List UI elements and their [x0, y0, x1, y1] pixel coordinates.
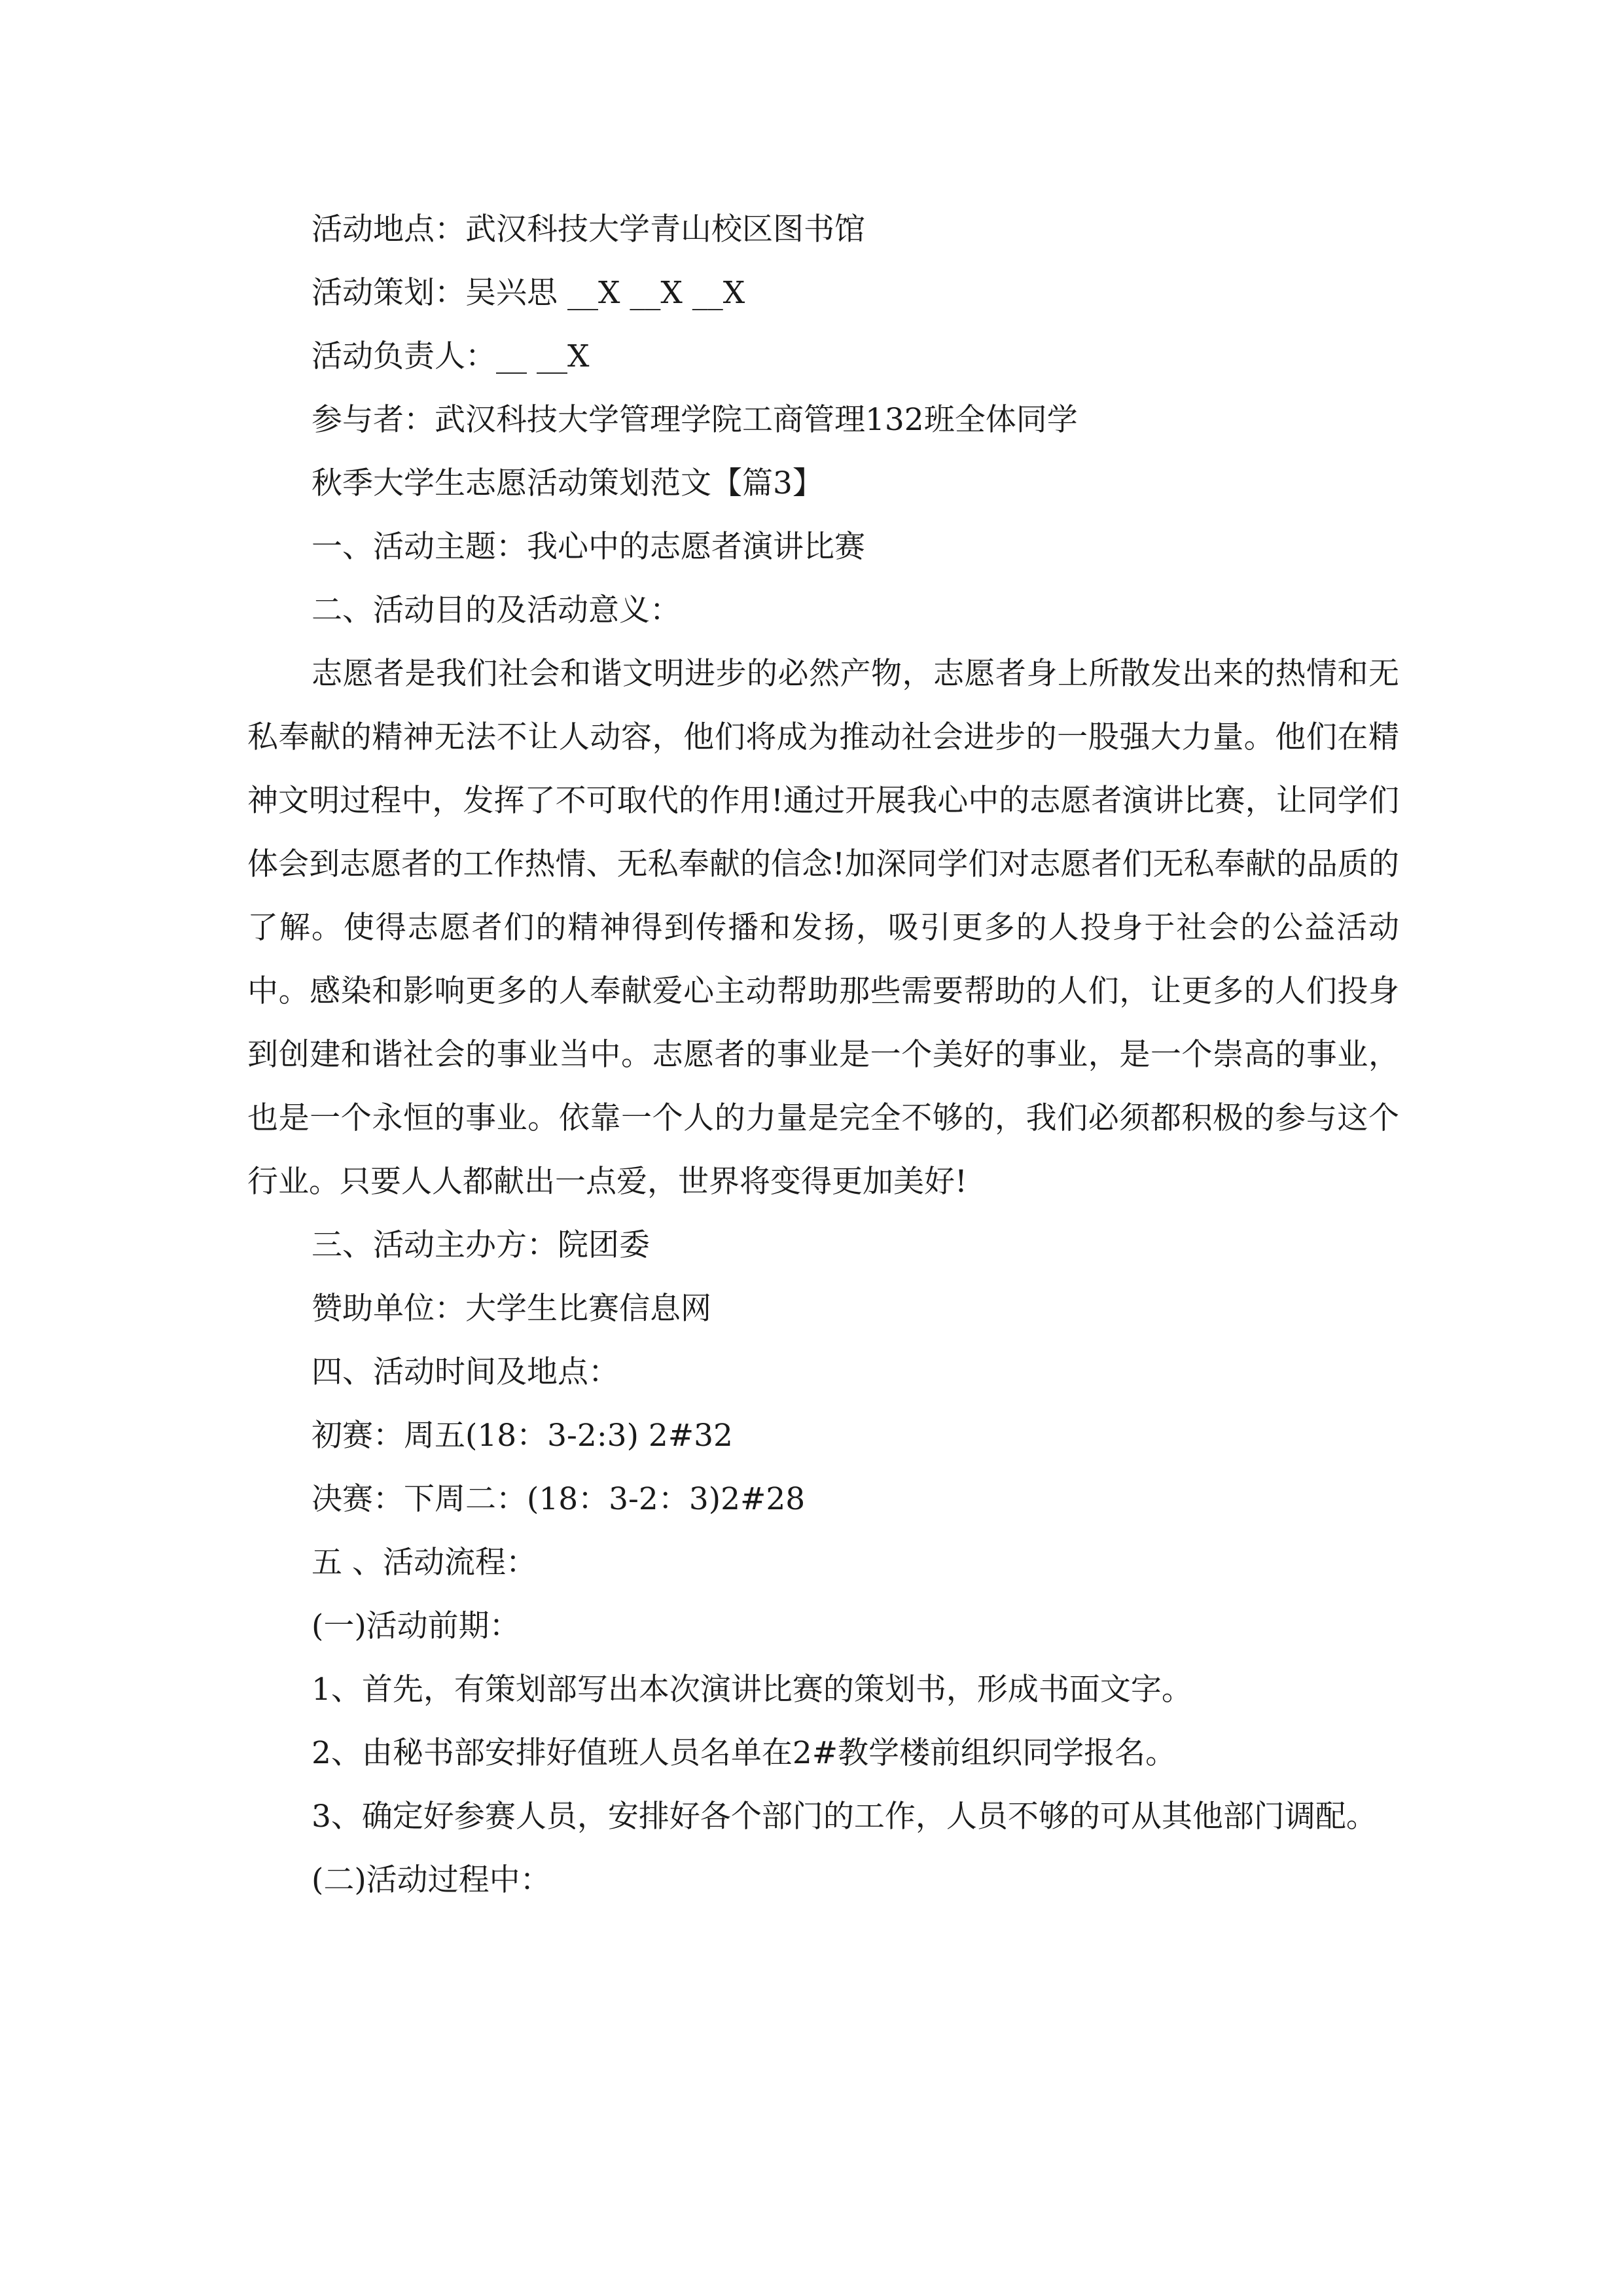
organizer-line: 三、活动主办方：院团委 [312, 1227, 650, 1263]
location-line: 活动地点：武汉科技大学青山校区图书馆 [312, 211, 865, 247]
pre-stage-heading: (一)活动前期： [312, 1608, 520, 1644]
participants-line: 参与者：武汉科技大学管理学院工商管理132班全体同学 [312, 402, 1078, 438]
document-body [247, 198, 1399, 1912]
sponsor-line: 赞助单位：大学生比赛信息网 [312, 1291, 711, 1327]
time-place-heading: 四、活动时间及地点： [312, 1354, 619, 1390]
process-heading: 五 、活动流程： [312, 1545, 537, 1581]
leader-line: 活动负责人：__ __X [312, 338, 590, 374]
during-stage-heading: (二)活动过程中： [312, 1862, 551, 1898]
step-3: 3、确定好参赛人员，安排好各个部门的工作，人员不够的可从其他部门调配。 [312, 1799, 1377, 1835]
step-1: 1、首先，有策划部写出本次演讲比赛的策划书，形成书面文字。 [312, 1672, 1192, 1708]
planner-line: 活动策划：吴兴思 __X __X __X [312, 275, 745, 311]
purpose-heading: 二、活动目的及活动意义： [312, 592, 681, 628]
theme-line: 一、活动主题：我心中的志愿者演讲比赛 [312, 529, 865, 565]
final-line: 决赛：下周二：(18：3-2：3)2#28 [312, 1481, 806, 1517]
article-title: 秋季大学生志愿活动策划范文【篇3】 [312, 465, 823, 501]
step-2: 2、由秘书部安排好值班人员名单在2#教学楼前组织同学报名。 [312, 1735, 1177, 1771]
purpose-paragraph: 志愿者是我们社会和谐文明进步的必然产物，志愿者身上所散发出来的热情和无私奉献的精神无法不让人动容，他们将成为推动社会进步的一股强大力量。他们在精神文明过程中，发挥了不可取代的作用!通过开展我心中的志愿者演讲比赛，让同学们体会到志愿者的工作热情、无私奉献的信念!加深同学们对志愿者们无私奉献的品质的了解。使得志愿者们的精神得到传播和发扬，吸引更多的人投身于社会的公益活动中。感染和影响更多的人奉献爱心主动帮助那些需要帮助的人们，让更多的人们投身到创建和谐社会的事业当中。志愿者的事业是一个美好的事业，是一个崇高的事业，也是一个永恒的事业。依靠一个人的力量是完全不够的，我们必须都积极的参与这个行业。只要人人都献出一点爱，世界将变得更加美好! [247, 656, 1399, 1200]
preliminary-line: 初赛：周五(18：3-2:3) 2#32 [312, 1418, 733, 1454]
